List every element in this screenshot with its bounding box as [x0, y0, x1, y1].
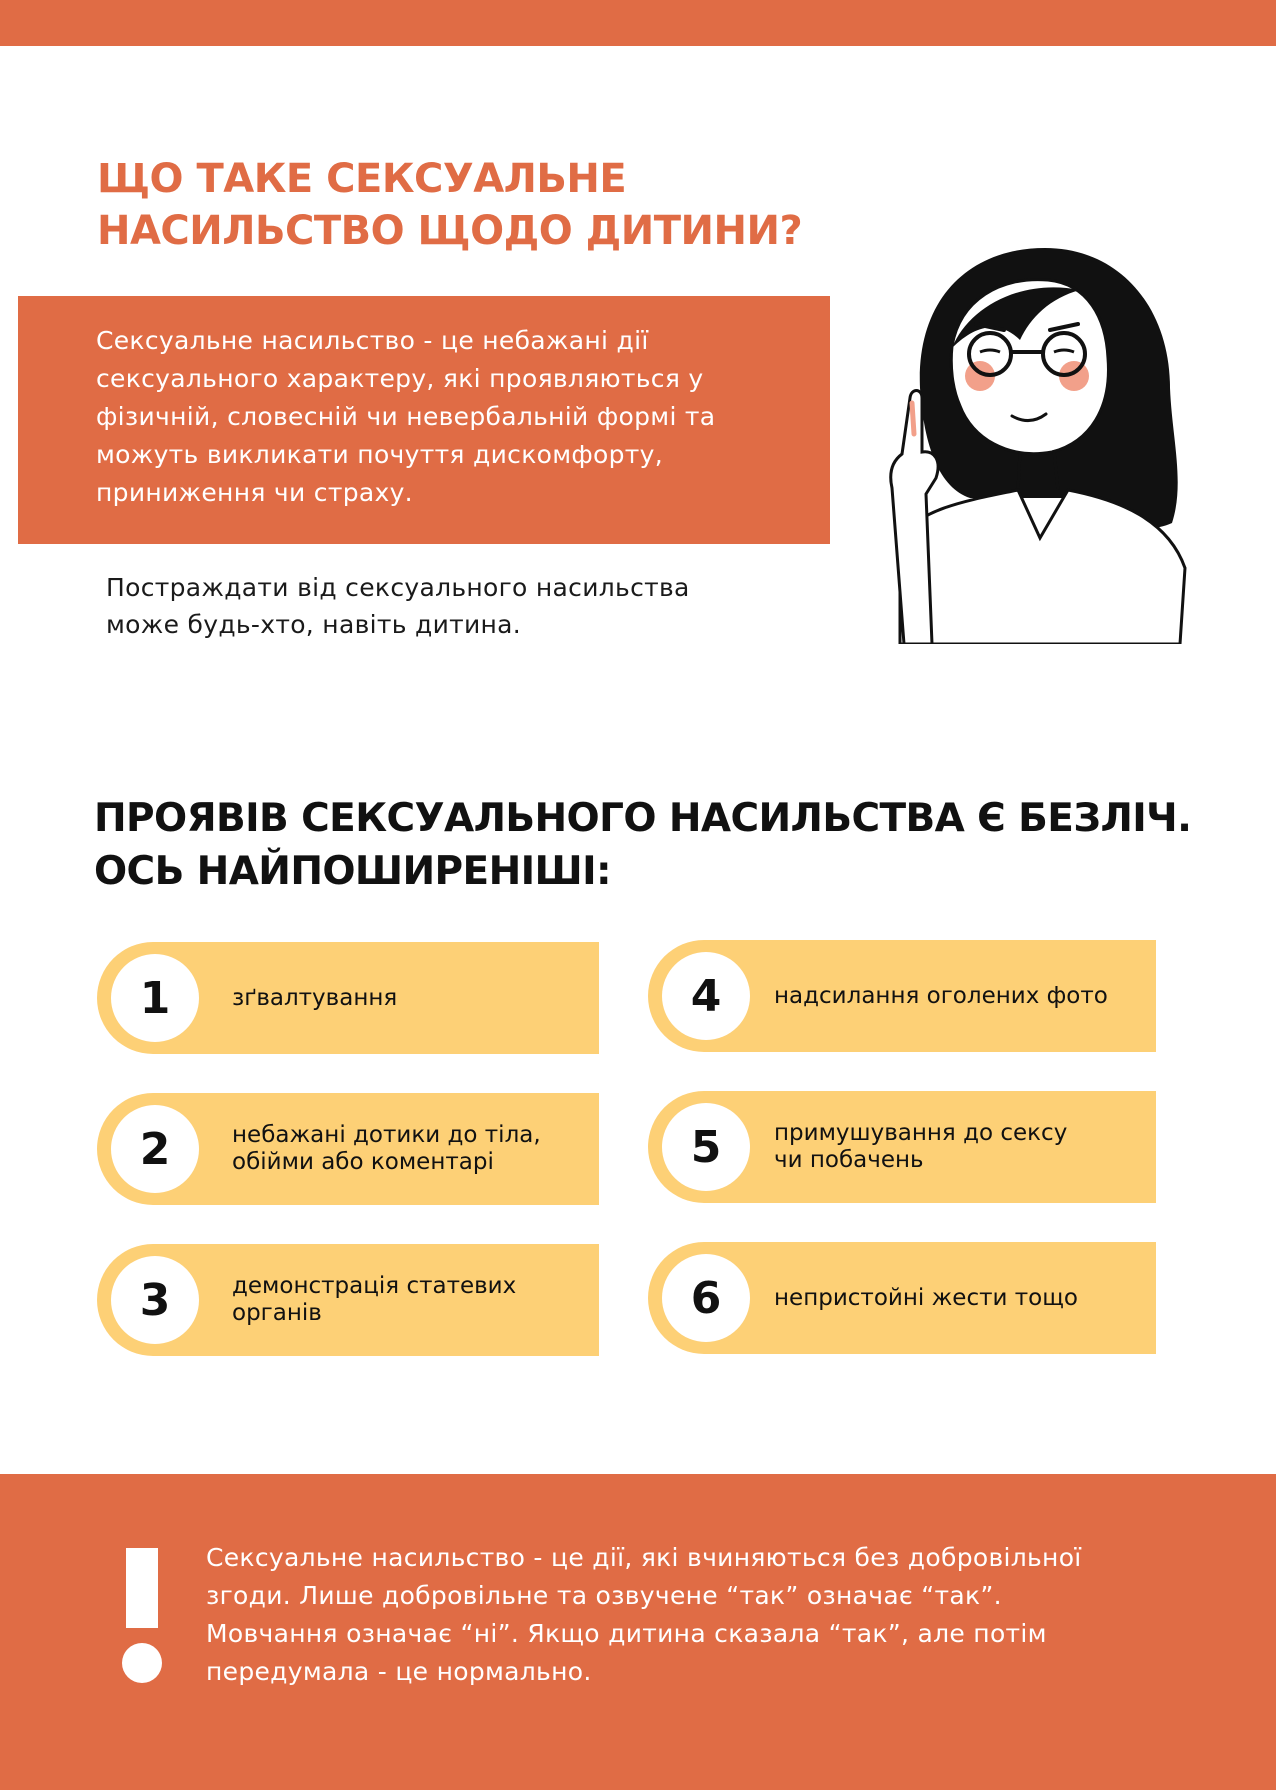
item-text: [774, 1242, 1078, 1354]
item-text: [232, 942, 397, 1054]
item-text-line: обійми або коментарі: [232, 1149, 494, 1175]
item-number: 5: [662, 1103, 750, 1191]
item-text-line: надсилання оголених фото: [774, 982, 1108, 1009]
list-item: [648, 1091, 1156, 1203]
consent-text: [206, 1539, 1082, 1691]
note-line: Постраждати від сексуального насильства: [106, 573, 690, 602]
forms-heading: [94, 792, 1191, 898]
item-text-line: чи побачень: [774, 1147, 924, 1173]
anyone-note: [106, 569, 690, 643]
item-text: [774, 940, 1108, 1052]
consent-line: згоди. Лише добровільне та озвучене “так” означає “так”.: [206, 1581, 1002, 1610]
definition-line: сексуального характеру, які проявляються у: [96, 364, 704, 393]
consent-line: Сексуальне насильство - це дії, які вчиняються без добровільної: [206, 1543, 1082, 1572]
item-text-line: демонстрація статевих: [232, 1273, 517, 1299]
item-text: [774, 1091, 1067, 1203]
note-line: може будь-хто, навіть дитина.: [106, 610, 522, 639]
title-line: НАСИЛЬСТВО ЩОДО ДИТИНИ?: [97, 208, 803, 254]
definition-text: [96, 322, 816, 512]
item-text-line: зґвалтування: [232, 984, 398, 1011]
item-number: 3: [111, 1256, 199, 1344]
definition-line: Сексуальне насильство - це небажані дії: [96, 326, 649, 355]
list-item: [97, 1093, 599, 1205]
item-text-line: небажані дотики до тіла,: [232, 1122, 541, 1148]
consent-line: передумала - це нормально.: [206, 1657, 592, 1686]
exclamation-bar: [126, 1548, 158, 1628]
exclamation-dot: [122, 1643, 162, 1683]
definition-line: можуть викликати почуття дискомфорту,: [96, 440, 663, 469]
definition-line: приниження чи страху.: [96, 478, 413, 507]
forms-heading-line: ПРОЯВІВ СЕКСУАЛЬНОГО НАСИЛЬСТВА Є БЕЗЛІЧ.: [94, 796, 1192, 841]
forms-heading-line: ОСЬ НАЙПОШИРЕНІШІ:: [94, 849, 612, 894]
top-accent-bar: [0, 0, 1276, 46]
title-line: ЩО ТАКЕ СЕКСУАЛЬНЕ: [97, 156, 627, 202]
item-number: 2: [111, 1105, 199, 1193]
item-text-line: непристойні жести тощо: [774, 1284, 1078, 1311]
list-item: [648, 940, 1156, 1052]
item-number: 1: [111, 954, 199, 1042]
list-item: [97, 942, 599, 1054]
consent-line: Мовчання означає “ні”. Якщо дитина сказала “так”, але потім: [206, 1619, 1047, 1648]
item-text: [232, 1093, 541, 1205]
item-text-line: органів: [232, 1300, 322, 1326]
list-item: [648, 1242, 1156, 1354]
definition-line: фізичній, словесній чи невербальній формі та: [96, 402, 716, 431]
item-text: [232, 1244, 516, 1356]
list-item: [97, 1244, 599, 1356]
item-number: 4: [662, 952, 750, 1040]
woman-pointing-up-illustration: [880, 238, 1220, 644]
page-title: [97, 153, 802, 257]
item-text-line: примушування до сексу: [774, 1120, 1068, 1146]
item-number: 6: [662, 1254, 750, 1342]
